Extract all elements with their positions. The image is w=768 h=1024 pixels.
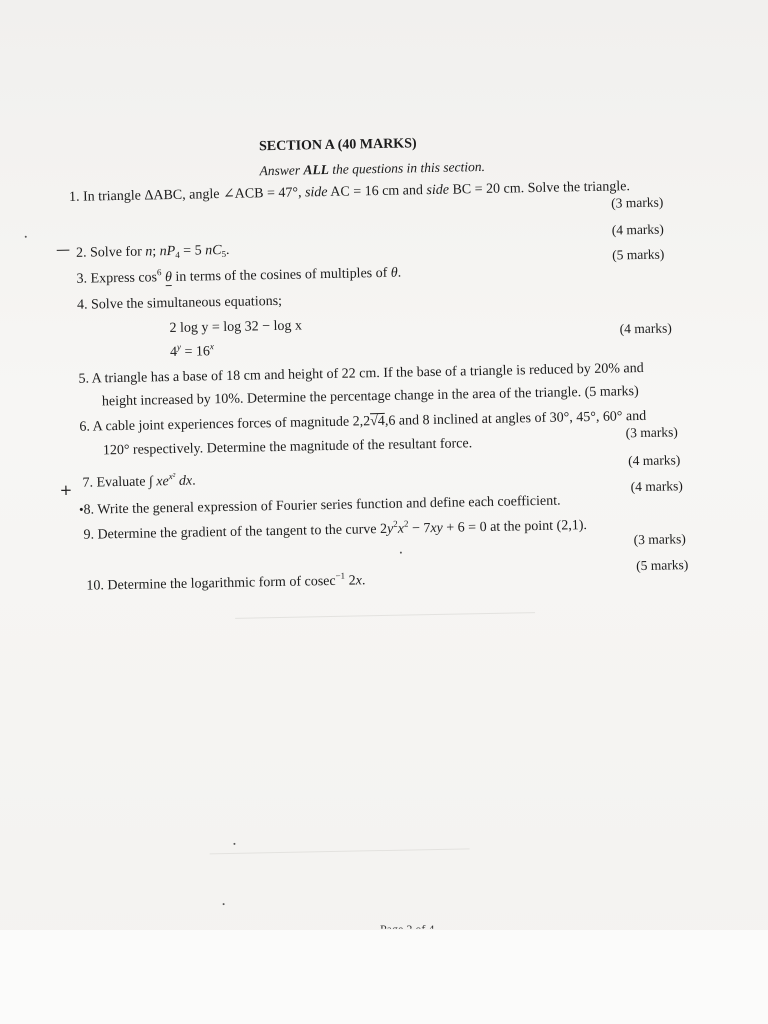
question-4-marks: (4 marks)	[619, 320, 672, 337]
pen-tick-mark: +	[59, 480, 73, 500]
question-10-marks: (5 marks)	[636, 557, 689, 574]
scan-speck	[233, 843, 235, 845]
pen-dash-mark: —	[55, 241, 71, 259]
question-1: 1. In triangle ΔABC, angle ∠ACB = 47°, side AC = 16 cm and side BC = 20 cm. Solve the triangle.	[68, 179, 631, 205]
question-4: 4. Solve the simultaneous equations;	[76, 293, 283, 313]
bleed-through-line	[235, 612, 535, 619]
question-6-marks: (3 marks)	[625, 424, 678, 441]
question-6: 6. A cable joint experiences forces of magnitude 2,2√4,6 and 8 inclined at angles of 30°, 45°, 60° and	[79, 408, 647, 435]
question-7-marks: (4 marks)	[628, 452, 681, 469]
scan-speck	[25, 236, 27, 238]
section-title: SECTION A (40 MARKS)	[258, 136, 417, 155]
question-7: 7. Evaluate ∫ $xe^{x^2}$ dx.	[82, 470, 196, 491]
question-2-marks: (4 marks)	[611, 221, 664, 238]
question-4-equation-2: $4^y = 16^x$	[169, 341, 214, 361]
question-4-equation-1: 2 log y = log 32 − log x	[169, 318, 303, 337]
question-5: 5. A triangle has a base of 18 cm and height of 22 cm. If the base of a triangle is reduced by 20% and	[78, 360, 644, 387]
question-3: 3. Express $\cos^6 \theta$ in terms of the cosines of multiples of θ.	[76, 265, 402, 287]
question-9: 9. Determine the gradient of the tangent to the curve $2y^2x^2 - 7xy + 6 = 0$ at the point (2,1).	[83, 518, 588, 543]
question-8: •8. Write the general expression of Fourier series function and define each coefficient.	[78, 493, 561, 518]
question-10: 10. Determine the logarithmic form of cosec$^{-1}$ 2x.	[86, 570, 366, 594]
question-3-marks: (5 marks)	[612, 246, 665, 263]
question-5-line-2: height increased by 10%. Determine the percentage change in the area of the triangle. (5 marks)	[101, 384, 639, 410]
question-8-marks: (4 marks)	[630, 478, 683, 495]
scan-speck	[223, 903, 225, 905]
section-instruction: Answer ALL the questions in this section.	[259, 158, 486, 179]
question-2: 2. Solve for n; $nP_4 = 5$ $nC_5$.	[75, 242, 230, 261]
scan-speck	[400, 552, 402, 554]
scan-bottom-margin	[0, 930, 768, 1024]
question-1-marks: (3 marks)	[611, 194, 664, 211]
bleed-through-line	[210, 848, 470, 854]
question-6-line-2: 120° respectively. Determine the magnitude of the resultant force.	[102, 436, 473, 459]
question-9-marks: (3 marks)	[633, 531, 686, 548]
